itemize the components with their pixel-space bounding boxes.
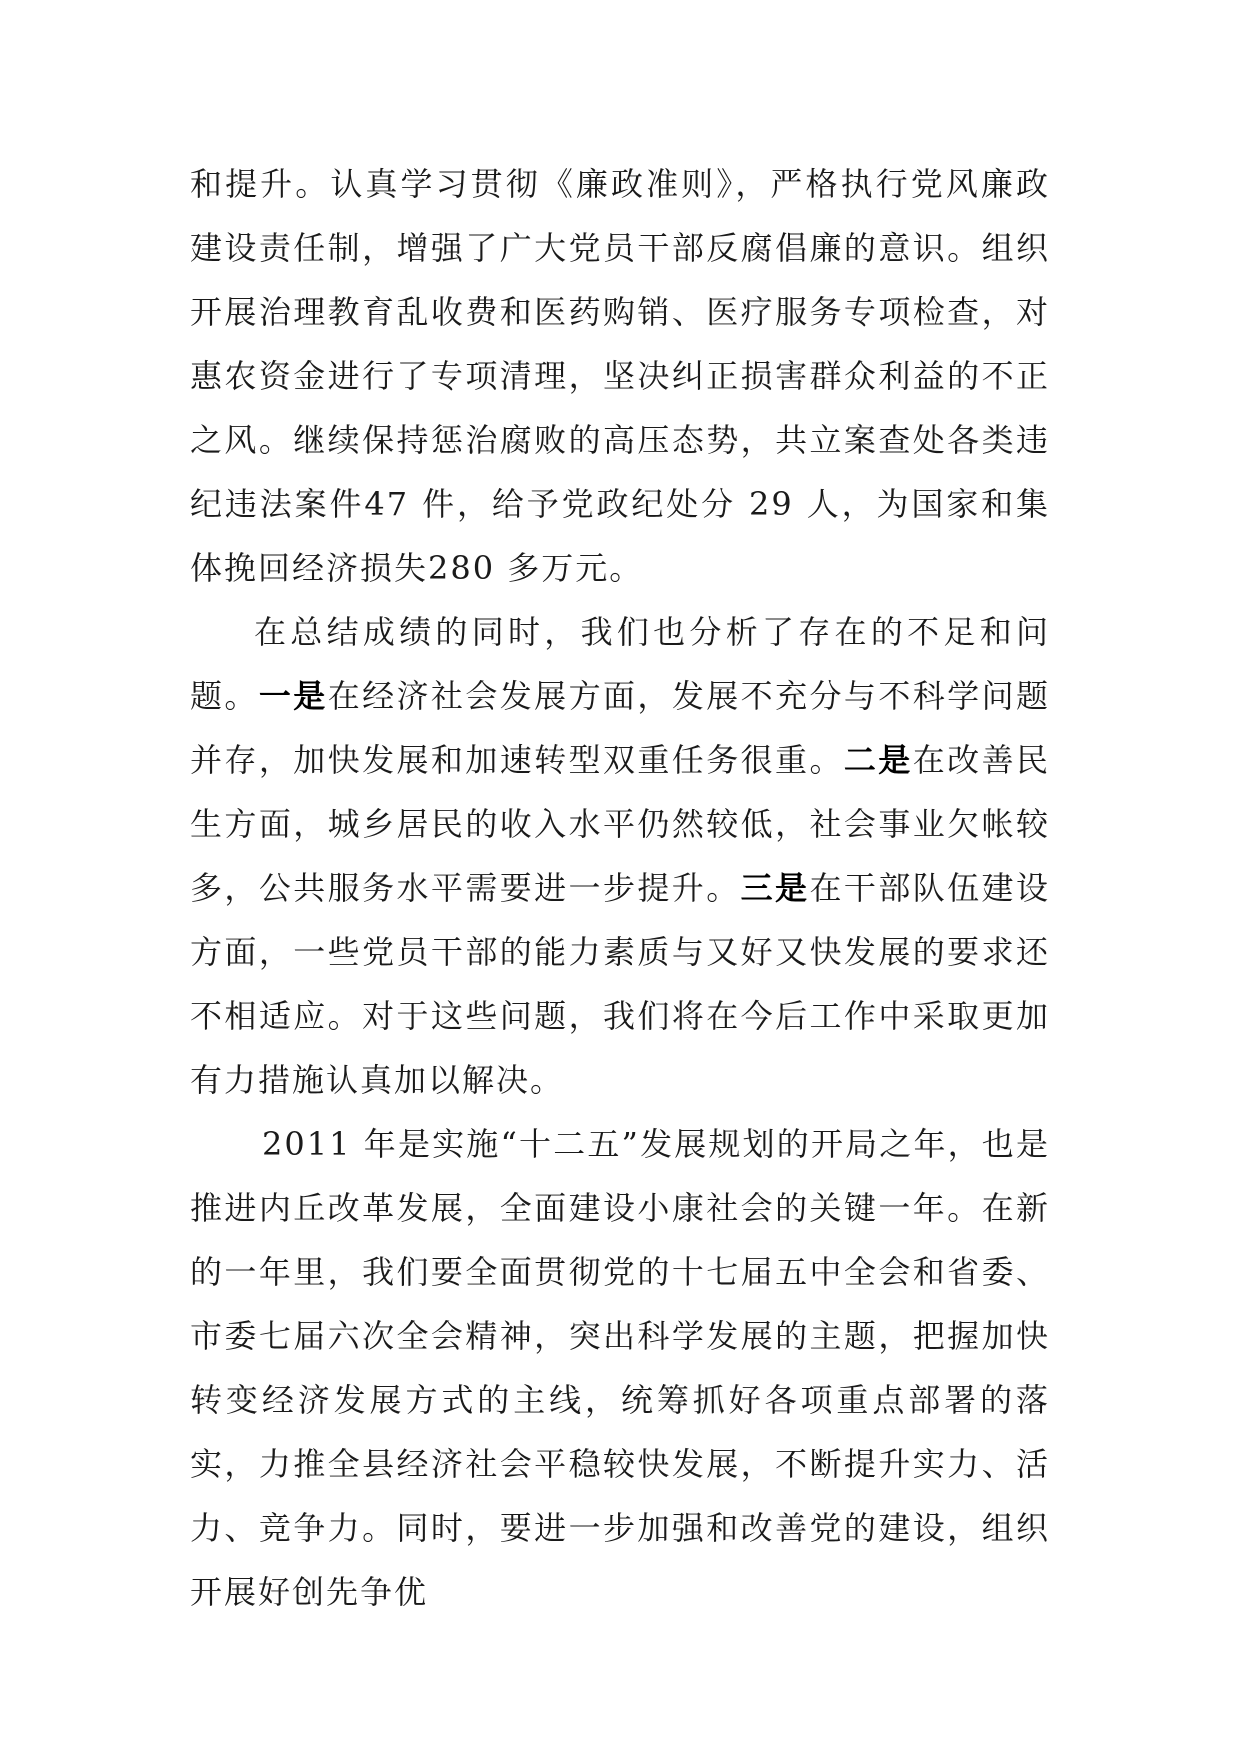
paragraph-text: 在干部队伍建设方面，一些党员干部的能力素质与又好又快发展的要求还不相适应。对于这些问题，我们将在今后工作中采取更加有力措施认真加以解决。 (190, 869, 1050, 1099)
paragraph-shortcomings (190, 600, 1050, 1112)
paragraph-text: 在总结成绩的同时，我们也分析了存在的不足和问题。 (190, 613, 1050, 715)
paragraph-2011-plan (190, 1112, 1050, 1624)
body-text (190, 152, 1050, 1624)
paragraph-text: 和提升。认真学习贯彻《廉政准则》，严格执行党风廉政建设责任制，增强了广大党员干部反腐倡廉的意识。组织开展治理教育乱收费和医药购销、医疗服务专项检查，对惠农资金进行了专项清理，坚决纠正损害群众利益的不正之风。继续保持惩治腐败的高压态势，共立案查处各类违纪违法案件47 件，给予党政纪处分 29 人，为国家和集体挽回经济损失280 多万元。 (190, 165, 1050, 587)
paragraph-text: 在改善民生方面，城乡居民的收入水平仍然较低，社会事业欠帐较多，公共服务水平需要进一步提升。 (190, 741, 1050, 907)
emphasis-second: 二是 (843, 741, 913, 779)
emphasis-third: 三是 (740, 869, 810, 907)
paragraph-text: 在经济社会发展方面，发展不充分与不科学问题并存，加快发展和加速转型双重任务很重。 (190, 677, 1050, 779)
paragraph-integrity-work (190, 152, 1050, 600)
paragraph-text: 2011 年是实施“十二五”发展规划的开局之年，也是推进内丘改革发展，全面建设小康社会的关键一年。在新的一年里，我们要全面贯彻党的十七届五中全会和省委、市委七届六次全会精神，突出科学发展的主题，把握加快转变经济发展方式的主线，统筹抓好各项重点部署的落实，力推全县经济社会平稳较快发展，不断提升实力、活力、竞争力。同时，要进一步加强和改善党的建设，组织开展好创先争优 (190, 1125, 1050, 1611)
emphasis-first: 一是 (258, 677, 328, 715)
